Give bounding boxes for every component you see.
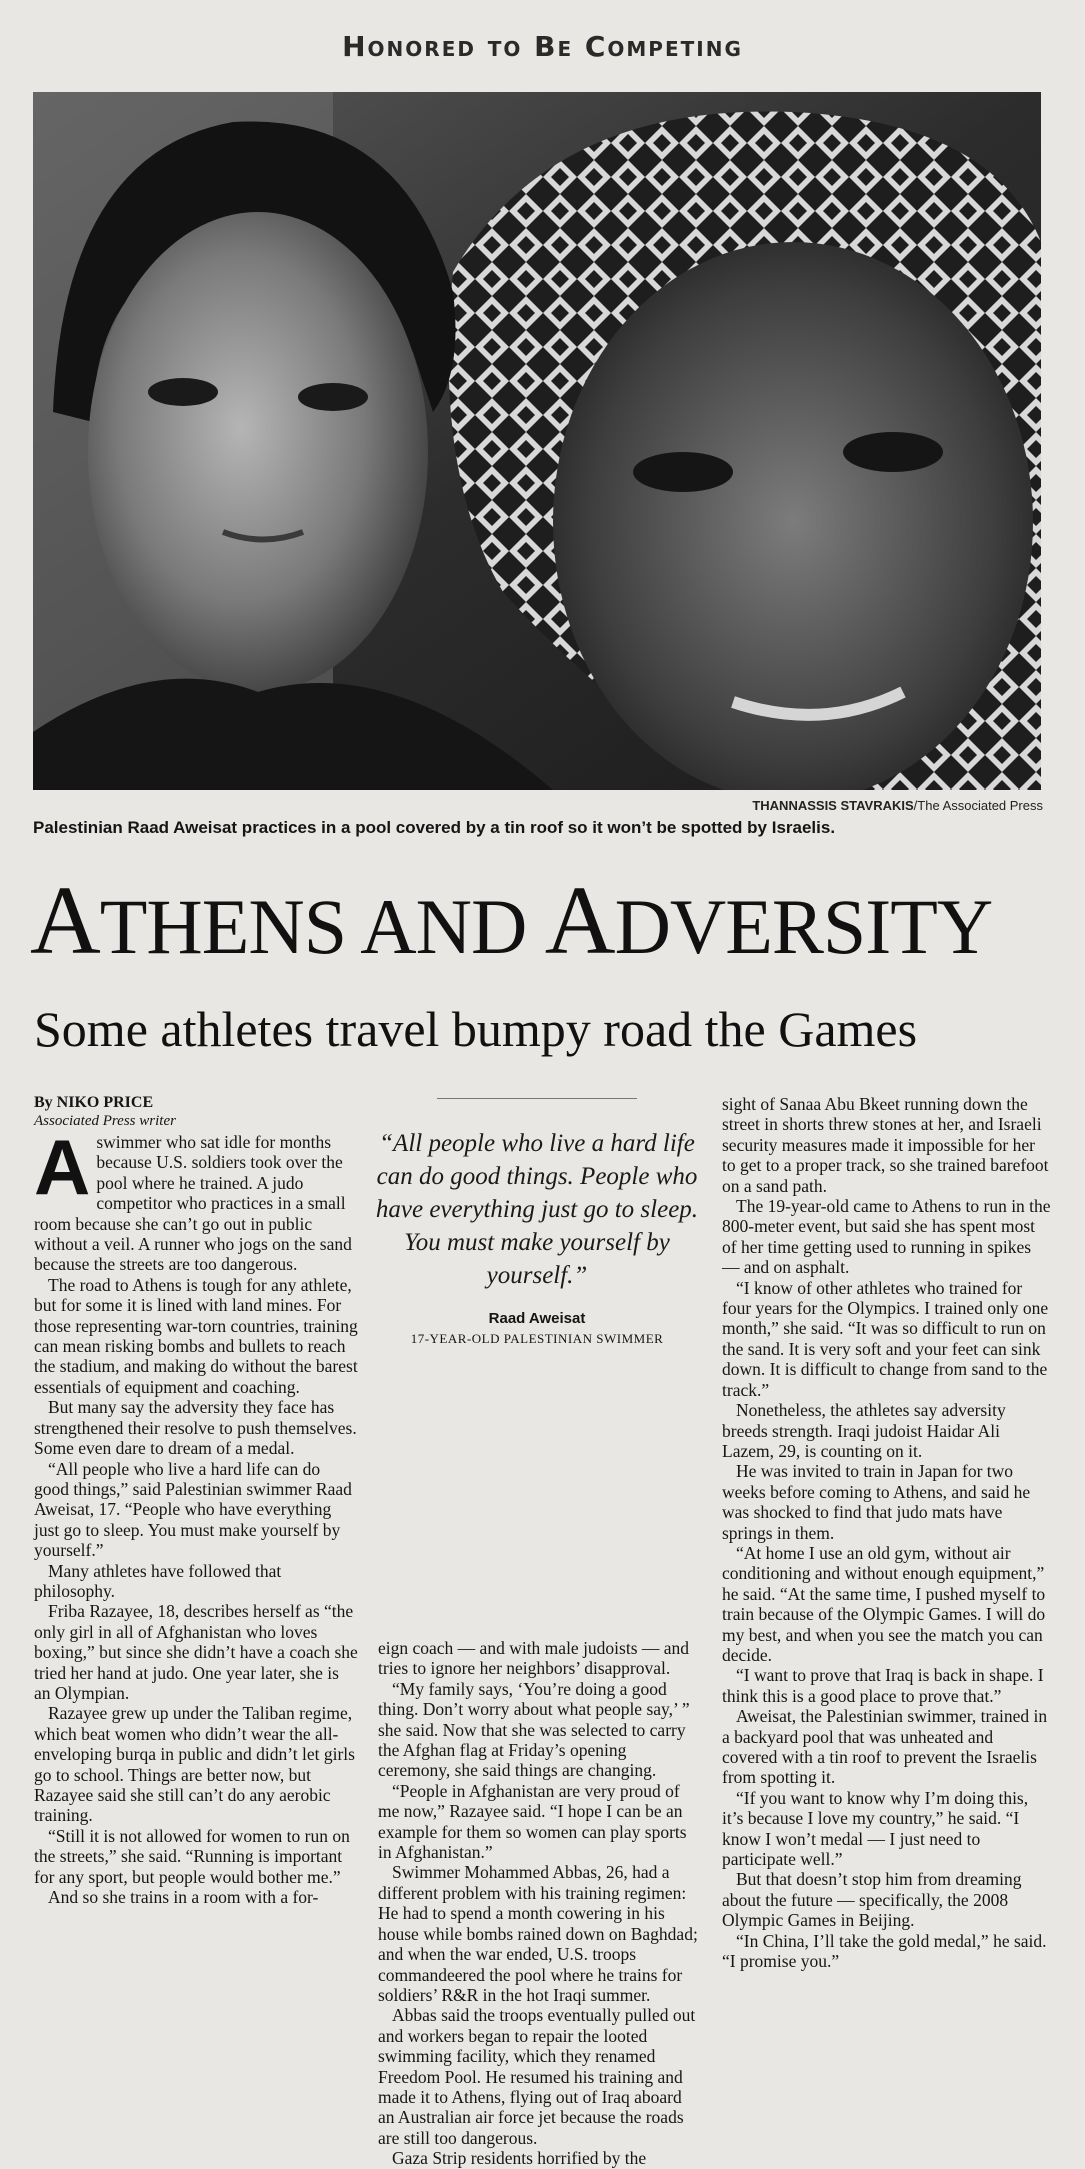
pull-quote-text: “All people who live a hard life can do good things. People who have everything just go to sleep. You must make yourself by yourself.” [375, 1130, 699, 1289]
paragraph: But that doesn’t stop him from dreaming about the future — specifically, the 2008 Olympic Games in Beijing. [722, 1869, 1022, 1931]
pull-quote-attribution: Raad Aweisat [488, 1310, 586, 1327]
kicker-heading: Honored to Be Competing [342, 30, 743, 63]
paragraph: “Still it is not allowed for women to run on the streets,” she said. “Running is important for any sport, but people would bother me.” [34, 1825, 350, 1887]
paragraph: Many athletes have followed that philosophy. [34, 1560, 282, 1601]
article-column-3 [722, 1094, 1052, 1971]
paragraph: Swimmer Mohammed Abbas, 26, had a different problem with his training regimen: He had to spend a month cowering in his house while bombs rained down on Baghdad; and when the war ended, U.S. troops commandeered the pool where he trains for soldiers’ R&R in the hot Iraqi summer. [378, 1862, 698, 2005]
divider [437, 1098, 637, 1099]
pull-quote-title: 17-YEAR-OLD PALESTINIAN SWIMMER [410, 1331, 664, 1346]
article-column-2 [378, 1638, 700, 2169]
paragraph: Nonetheless, the athletes say adversity breeds strength. Iraqi judoist Haidar Ali Lazem, 29, is counting on it. [722, 1400, 1006, 1461]
lead-paragraph: Aswimmer who sat idle for months because U.S. soldiers took over the pool where he trained. A judo competitor who practices in a small room because she can’t go out in public without a veil. A runner who jogs on the sand because the streets are too dangerous. [34, 1123, 352, 1275]
paragraph: He was invited to train in Japan for two weeks before coming to Athens, and said he was shocked to find that judo mats have springs in them. [722, 1461, 1031, 1543]
paragraph: “At home I use an old gym, without air conditioning and without enough equipment,” he said. “At the same time, I pushed myself to train because of the Olympic Games. I will do my best, and when you see the match you can decide. [722, 1542, 1046, 1665]
paragraph: Razayee grew up under the Taliban regime, which beat women who didn’t wear the all-enveloping burqa in public and didn’t let girls go to school. Things are better now, but Razayee said she still can’t do any aerobic training. [34, 1703, 355, 1826]
paragraph: eign coach — and with male judoists — and tries to ignore her neighbors’ disapproval. [378, 1638, 690, 1679]
paragraph: “People in Afghanistan are very proud of me now,” Razayee said. “I hope I can be an example for them so women can play sports in Afghanistan.” [378, 1780, 687, 1863]
paragraph: “In China, I’ll take the gold medal,” he said. “I promise you.” [722, 1930, 1047, 1972]
headline: ATHENS AND ADVERSITY [30, 867, 993, 975]
paragraph: Abbas said the troops eventually pulled out and workers began to repair the looted swimming facility, which they renamed Freedom Pool. He resumed his training and made it to Athens, flying out of Iraq aboard an Australian air force jet because the roads are still too dangerous. [378, 2005, 696, 2148]
photo-credit: THANNASSIS STAVRAKIS/The Associated Press [752, 798, 1043, 813]
photo-caption: Palestinian Raad Aweisat practices in a pool covered by a tin roof so it won’t be spotted by Israelis. [33, 818, 836, 837]
drop-cap: A [34, 1123, 91, 1211]
paragraph: “If you want to know why I’m doing this, it’s because I love my country,” he said. “I know I won’t medal — I just need to participate well.” [722, 1787, 1029, 1870]
paragraph: And so she trains in a room with a for- [48, 1887, 319, 1908]
paragraph: The road to Athens is tough for any athlete, but for some it is lined with land mines. For those representing war-torn countries, training can mean risking bombs and bullets to reach the stadium, and making do without the barest essentials of equipment and coaching. [34, 1274, 358, 1397]
paragraph: “I know of other athletes who trained for four years for the Olympics. I trained only one month,” she said. “It was so difficult to run on the sand. It is very soft and your feet can sink down. It is difficult to change from sand to the track.” [722, 1277, 1049, 1400]
byline-title: Associated Press writer [34, 1113, 176, 1129]
paragraph: Friba Razayee, 18, describes herself as “the only girl in all of Afghanistan who loves boxing,” but since she didn’t have a coach she tried her hand at judo. One year later, she is an Olympian. [34, 1601, 358, 1703]
paragraph: sight of Sanaa Abu Bkeet running down the street in shorts threw stones at her, and Israeli security measures made it impossible for her to get to a proper track, so she trained barefoot on a sand path. [722, 1094, 1049, 1196]
paragraph: Aweisat, the Palestinian swimmer, trained in a backyard pool that was unheated and covered with a tin roof to prevent the Israelis from spotting it. [722, 1706, 1048, 1788]
paragraph: “I want to prove that Iraq is back in shape. I think this is a good place to prove that.” [722, 1665, 1044, 1706]
paragraph: “All people who live a hard life can do good things,” said Palestinian swimmer Raad Aweisat, 17. “People who have everything just go to sleep. You must make yourself by yourself.” [34, 1458, 352, 1561]
paragraph: But many say the adversity they face has strengthened their resolve to push themselves. Some even dare to dream of a medal. [34, 1397, 357, 1459]
byline: By NIKO PRICE [34, 1094, 154, 1111]
paragraph: The 19-year-old came to Athens to run in the 800-meter event, but said she has spent most of her time getting used to running in spikes — and on asphalt. [722, 1196, 1051, 1278]
article-column-1 [34, 1094, 359, 1907]
paragraph: Gaza Strip residents horrified by the [392, 2148, 647, 2169]
deck-subheadline: Some athletes travel bumpy road the Games [34, 1001, 918, 1057]
paragraph: “My family says, ‘You’re doing a good thing. Don’t worry about what people say,’ ” she said. Now that she was selected to carry the Afghan flag at Friday’s opening ceremony, she said things are changing. [378, 1678, 690, 1781]
news-photo [33, 92, 1041, 790]
pull-quote [372, 1098, 702, 1347]
